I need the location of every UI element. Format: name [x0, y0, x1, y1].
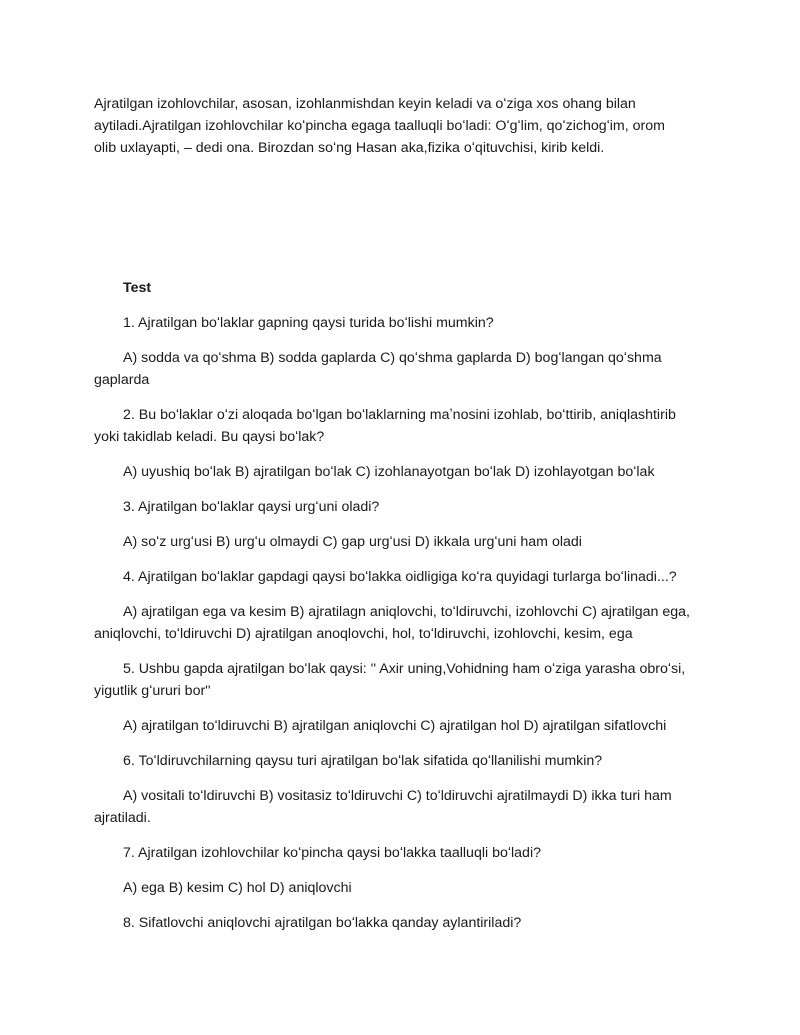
- intro-line-1: Ajratilgan izohlovchilar, asosan, izohlanmishdan keyin keladi va oʻziga xos ohang bilan: [94, 96, 636, 112]
- question-1-options-cont: gaplarda: [94, 372, 150, 388]
- question-4-options-cont: aniqlovchi, toʻldiruvchi D) ajratilgan anoqlovchi, hol, toʻldiruvchi, izohlovchi, kesim, ega: [94, 626, 633, 642]
- question-5-options: A) ajratilgan toʻldiruvchi B) ajratilgan aniqlovchi C) ajratilgan hol D) ajratilgan sifatlovchi: [123, 718, 667, 734]
- question-2-options: A) uyushiq boʻlak B) ajratilgan boʻlak C) izohlanayotgan boʻlak D) izohlayotgan boʻlak: [123, 464, 655, 480]
- intro-line-2: aytiladi.Ajratilgan izohlovchilar koʻpincha egaga taalluqli boʻladi: Oʻgʻlim, qoʻzichogʻim, orom: [94, 118, 665, 134]
- question-5-cont: yigutlik gʻururi bor'': [94, 683, 211, 699]
- question-3: 3. Ajratilgan boʻlaklar qaysi urgʻuni oladi?: [123, 499, 380, 515]
- question-2: 2. Bu boʻlaklar oʻzi aloqada boʻlgan boʻlaklarning maʼnosini izohlab, boʻttirib, aniqlashtirib: [123, 407, 676, 423]
- question-7-options: A) ega B) kesim C) hol D) aniqlovchi: [123, 880, 352, 896]
- question-3-options: A) soʻz urgʻusi B) urgʻu olmaydi C) gap urgʻusi D) ikkala urgʻuni ham oladi: [123, 534, 582, 550]
- question-4-options: A) ajratilgan ega va kesim B) ajratilagn aniqlovchi, toʻldiruvchi, izohlovchi C) ajratilgan ega,: [123, 604, 690, 620]
- question-1-options: A) sodda va qoʻshma B) sodda gaplarda C) qoʻshma gaplarda D) bogʻlangan qoʻshma: [123, 350, 662, 366]
- question-8: 8. Sifatlovchi aniqlovchi ajratilgan boʻlakka qanday aylantiriladi?: [123, 915, 522, 931]
- question-5: 5. Ushbu gapda ajratilgan boʻlak qaysi: '' Axir uning,Vohidning ham oʻziga yarasha obroʻsi,: [123, 661, 686, 677]
- test-heading: Test: [123, 280, 152, 296]
- question-6: 6. Toʻldiruvchilarning qaysu turi ajratilgan boʻlak sifatida qoʻllanilishi mumkin?: [123, 753, 603, 769]
- question-4: 4. Ajratilgan boʻlaklar gapdagi qaysi boʻlakka oidligiga koʻra quyidagi turlarga boʻlinadi...?: [123, 569, 677, 585]
- question-1: 1. Ajratilgan boʻlaklar gapning qaysi turida boʻlishi mumkin?: [123, 315, 494, 331]
- question-6-options-cont: ajratiladi.: [94, 810, 151, 826]
- question-2-cont: yoki takidlab keladi. Bu qaysi boʻlak?: [94, 429, 325, 445]
- question-6-options: A) vositali toʻldiruvchi B) vositasiz toʻldiruvchi C) toʻldiruvchi ajratilmaydi D) ikka turi ham: [123, 788, 672, 804]
- intro-line-3: olib uxlayapti, – dedi ona. Birozdan soʻng Hasan aka,fizika oʻqituvchisi, kirib keldi.: [94, 140, 605, 156]
- question-7: 7. Ajratilgan izohlovchilar koʻpincha qaysi boʻlakka taalluqli boʻladi?: [123, 845, 541, 861]
